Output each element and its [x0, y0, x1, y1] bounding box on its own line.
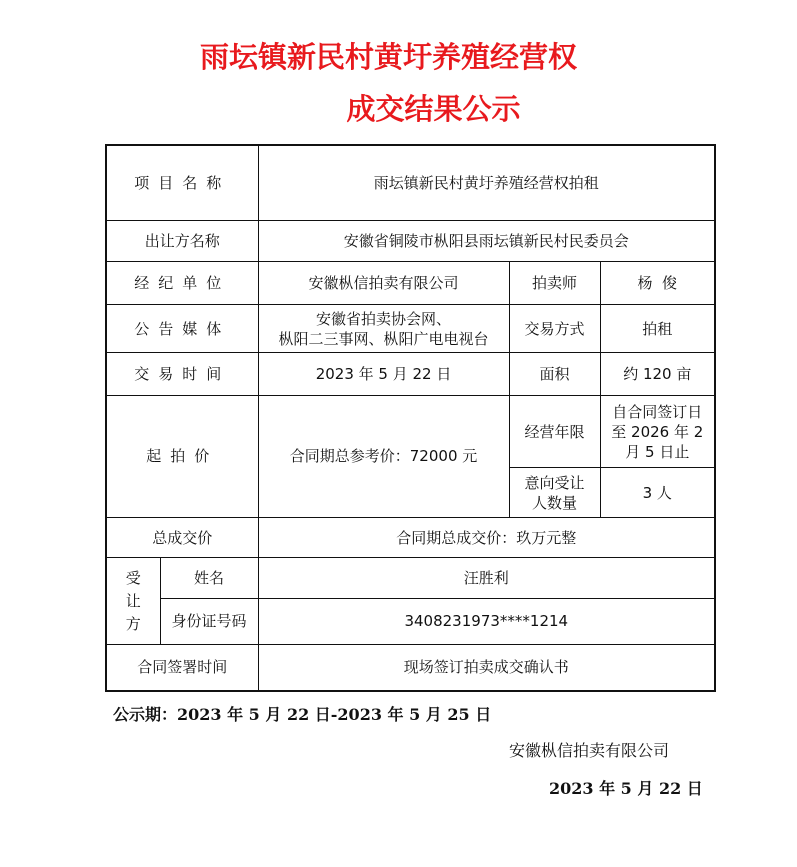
agency-value: 安徽枞信拍卖有限公司: [258, 261, 509, 304]
row-sign-time: [106, 644, 715, 691]
row-project: [106, 145, 715, 221]
row-start-price: [106, 395, 715, 468]
start-price-label: 起拍价: [106, 395, 258, 517]
term-line1: 自合同签订日: [612, 402, 703, 421]
row-media: [106, 304, 715, 352]
id-label: 身份证号码: [160, 598, 258, 644]
transferee-char3: 方: [125, 614, 141, 633]
method-label: 交易方式: [509, 304, 600, 352]
project-label: 项目名称: [106, 145, 258, 221]
transferor-value: 安徽省铜陵市枞阳县雨坛镇新民村民委员会: [258, 221, 715, 261]
total-price-label: 总成交价: [106, 517, 258, 557]
publicity-period: 公示期：2023 年 5 月 22 日-2023 年 5 月 25 日: [113, 705, 492, 724]
sign-time-label: 合同签署时间: [106, 644, 258, 691]
auctioneer-label: 拍卖师: [509, 261, 600, 304]
term-line2: 至 2026 年 2: [611, 422, 704, 441]
id-value: 3408231973****1214: [258, 598, 715, 644]
bidders-value: 3 人: [600, 468, 715, 517]
row-transferee-name: [106, 558, 715, 598]
announcement-table: [105, 144, 716, 692]
project-value: 雨坛镇新民村黄圩养殖经营权拍租: [258, 145, 715, 221]
name-value: 汪胜利: [258, 558, 715, 598]
bidders-label-line2: 人数量: [532, 493, 578, 512]
sign-time-value: 现场签订拍卖成交确认书: [258, 644, 715, 691]
notice-title-line1: 雨坛镇新民村黄圩养殖经营权: [199, 40, 577, 74]
bidders-label: [509, 468, 600, 517]
area-value: 约 120 亩: [600, 353, 715, 395]
transferee-char1: 受: [125, 568, 141, 587]
total-price-value: 合同期总成交价：玖万元整: [258, 517, 715, 557]
row-transferor: [106, 221, 715, 261]
area-label: 面积: [509, 353, 600, 395]
issue-date: 2023 年 5 月 22 日: [549, 779, 703, 798]
transferee-label: [106, 558, 160, 645]
name-label: 姓名: [160, 558, 258, 598]
bidders-label-line1: 意向受让: [524, 473, 585, 492]
start-price-value: 合同期总参考价：72000 元: [258, 395, 509, 517]
transferee-char2: 让: [125, 591, 141, 610]
term-value: [600, 395, 715, 468]
row-time: [106, 353, 715, 395]
issuer-company: 安徽枞信拍卖有限公司: [509, 741, 670, 760]
media-value: [258, 304, 509, 352]
time-value: 2023 年 5 月 22 日: [258, 353, 509, 395]
row-agency: [106, 261, 715, 304]
term-line3: 月 5 日止: [625, 442, 690, 461]
agency-label: 经纪单位: [106, 261, 258, 304]
row-transferee-id: [106, 598, 715, 644]
auctioneer-value: 杨 俊: [600, 261, 715, 304]
transferor-label: 出让方名称: [106, 221, 258, 261]
time-label: 交易时间: [106, 353, 258, 395]
notice-title-line2: 成交结果公示: [346, 92, 521, 126]
media-line2: 枞阳二三事网、枞阳广电电视台: [278, 329, 489, 348]
method-value: 拍租: [600, 304, 715, 352]
term-label: 经营年限: [509, 395, 600, 468]
media-label: 公告媒体: [106, 304, 258, 352]
row-total-price: [106, 517, 715, 557]
media-line1: 安徽省拍卖协会网、: [316, 309, 452, 328]
